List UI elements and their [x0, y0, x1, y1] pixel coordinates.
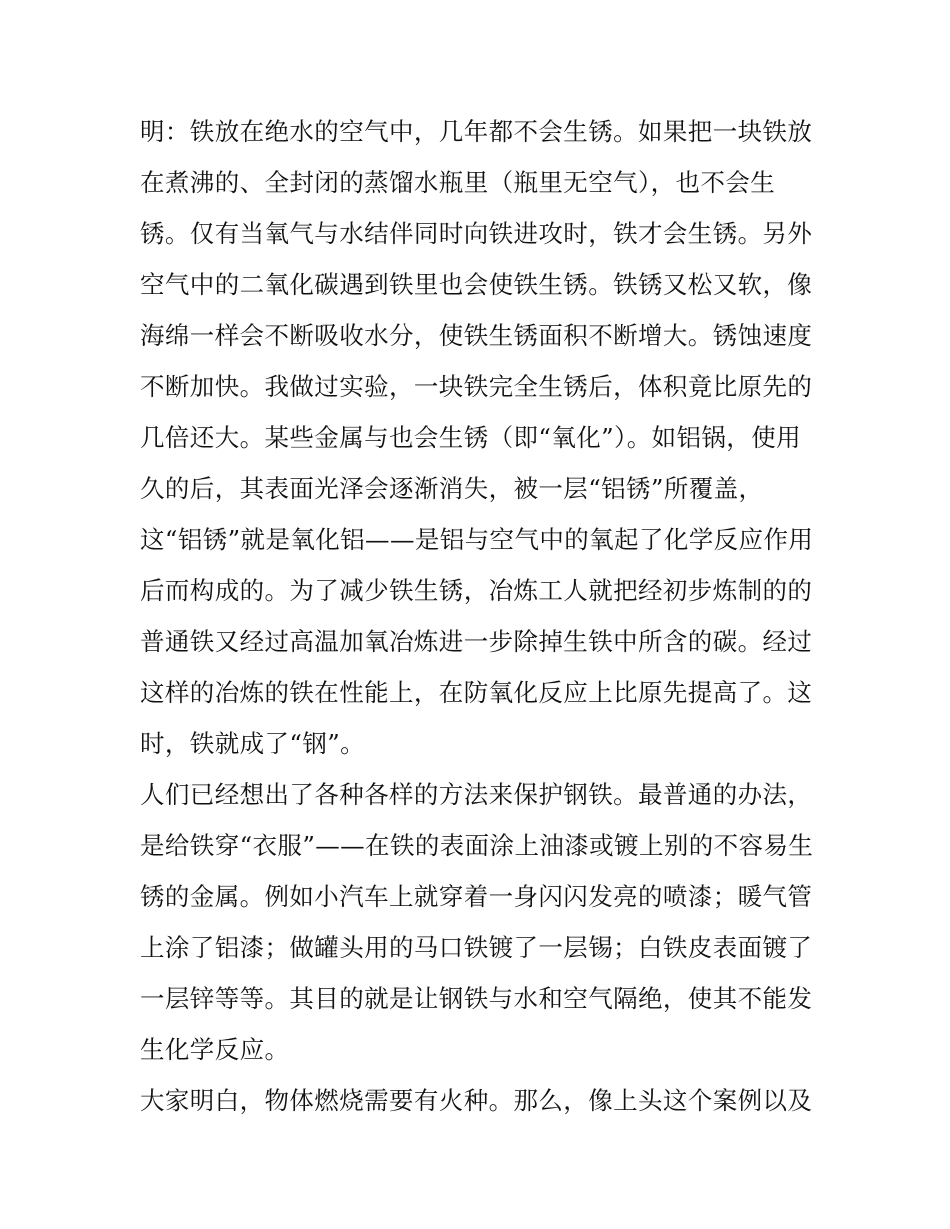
text-line: 这样的冶炼的铁在性能上，在防氧化反应上比原先提高了。这	[140, 678, 813, 707]
text-line: 明：铁放在绝水的空气中，几年都不会生锈。如果把一块铁放	[140, 117, 813, 146]
text-line: 空气中的二氧化碳遇到铁里也会使铁生锈。铁锈又松又软，像	[140, 270, 813, 299]
text-line: 几倍还大。某些金属与也会生锈（即“氧化”）。如铝锅，使用	[140, 423, 801, 452]
text-line: 上涂了铝漆；做罐头用的马口铁镀了一层锡；白铁皮表面镀了	[140, 933, 813, 962]
text-line: 这“铝锈”就是氧化铝——是铝与空气中的氧起了化学反应作用	[140, 525, 814, 554]
text-line: 人们已经想出了各种各样的方法来保护钢铁。最普通的办法，	[140, 780, 813, 809]
text-line: 生化学反应。	[140, 1035, 290, 1064]
text-line: 后而构成的。为了减少铁生锈，冶炼工人就把经初步炼制的的	[140, 576, 813, 605]
text-line: 一层锌等等。其目的就是让钢铁与水和空气隔绝，使其不能发	[140, 984, 813, 1013]
text-line: 在煮沸的、全封闭的蒸馏水瓶里（瓶里无空气），也不会生	[140, 168, 776, 197]
body-text	[140, 106, 820, 1126]
text-line: 大家明白，物体燃烧需要有火种。那么，像上头这个案例以及	[140, 1086, 813, 1115]
text-line: 锈的金属。例如小汽车上就穿着一身闪闪发亮的喷漆；暖气管	[140, 882, 813, 911]
text-line: 时，铁就成了“钢”。	[140, 729, 366, 758]
text-line: 普通铁又经过高温加氧冶炼进一步除掉生铁中所含的碳。经过	[140, 627, 813, 656]
text-line: 海绵一样会不断吸收水分，使铁生锈面积不断增大。锈蚀速度	[140, 321, 813, 350]
text-line: 是给铁穿“衣服”——在铁的表面涂上油漆或镀上别的不容易生	[140, 831, 814, 860]
text-line: 不断加快。我做过实验，一块铁完全生锈后，体积竟比原先的	[140, 372, 813, 401]
text-line: 久的后，其表面光泽会逐渐消失，被一层“铝锈”所覆盖，	[140, 474, 764, 503]
text-line: 锈。仅有当氧气与水结伴同时向铁进攻时，铁才会生锈。另外	[140, 219, 813, 248]
